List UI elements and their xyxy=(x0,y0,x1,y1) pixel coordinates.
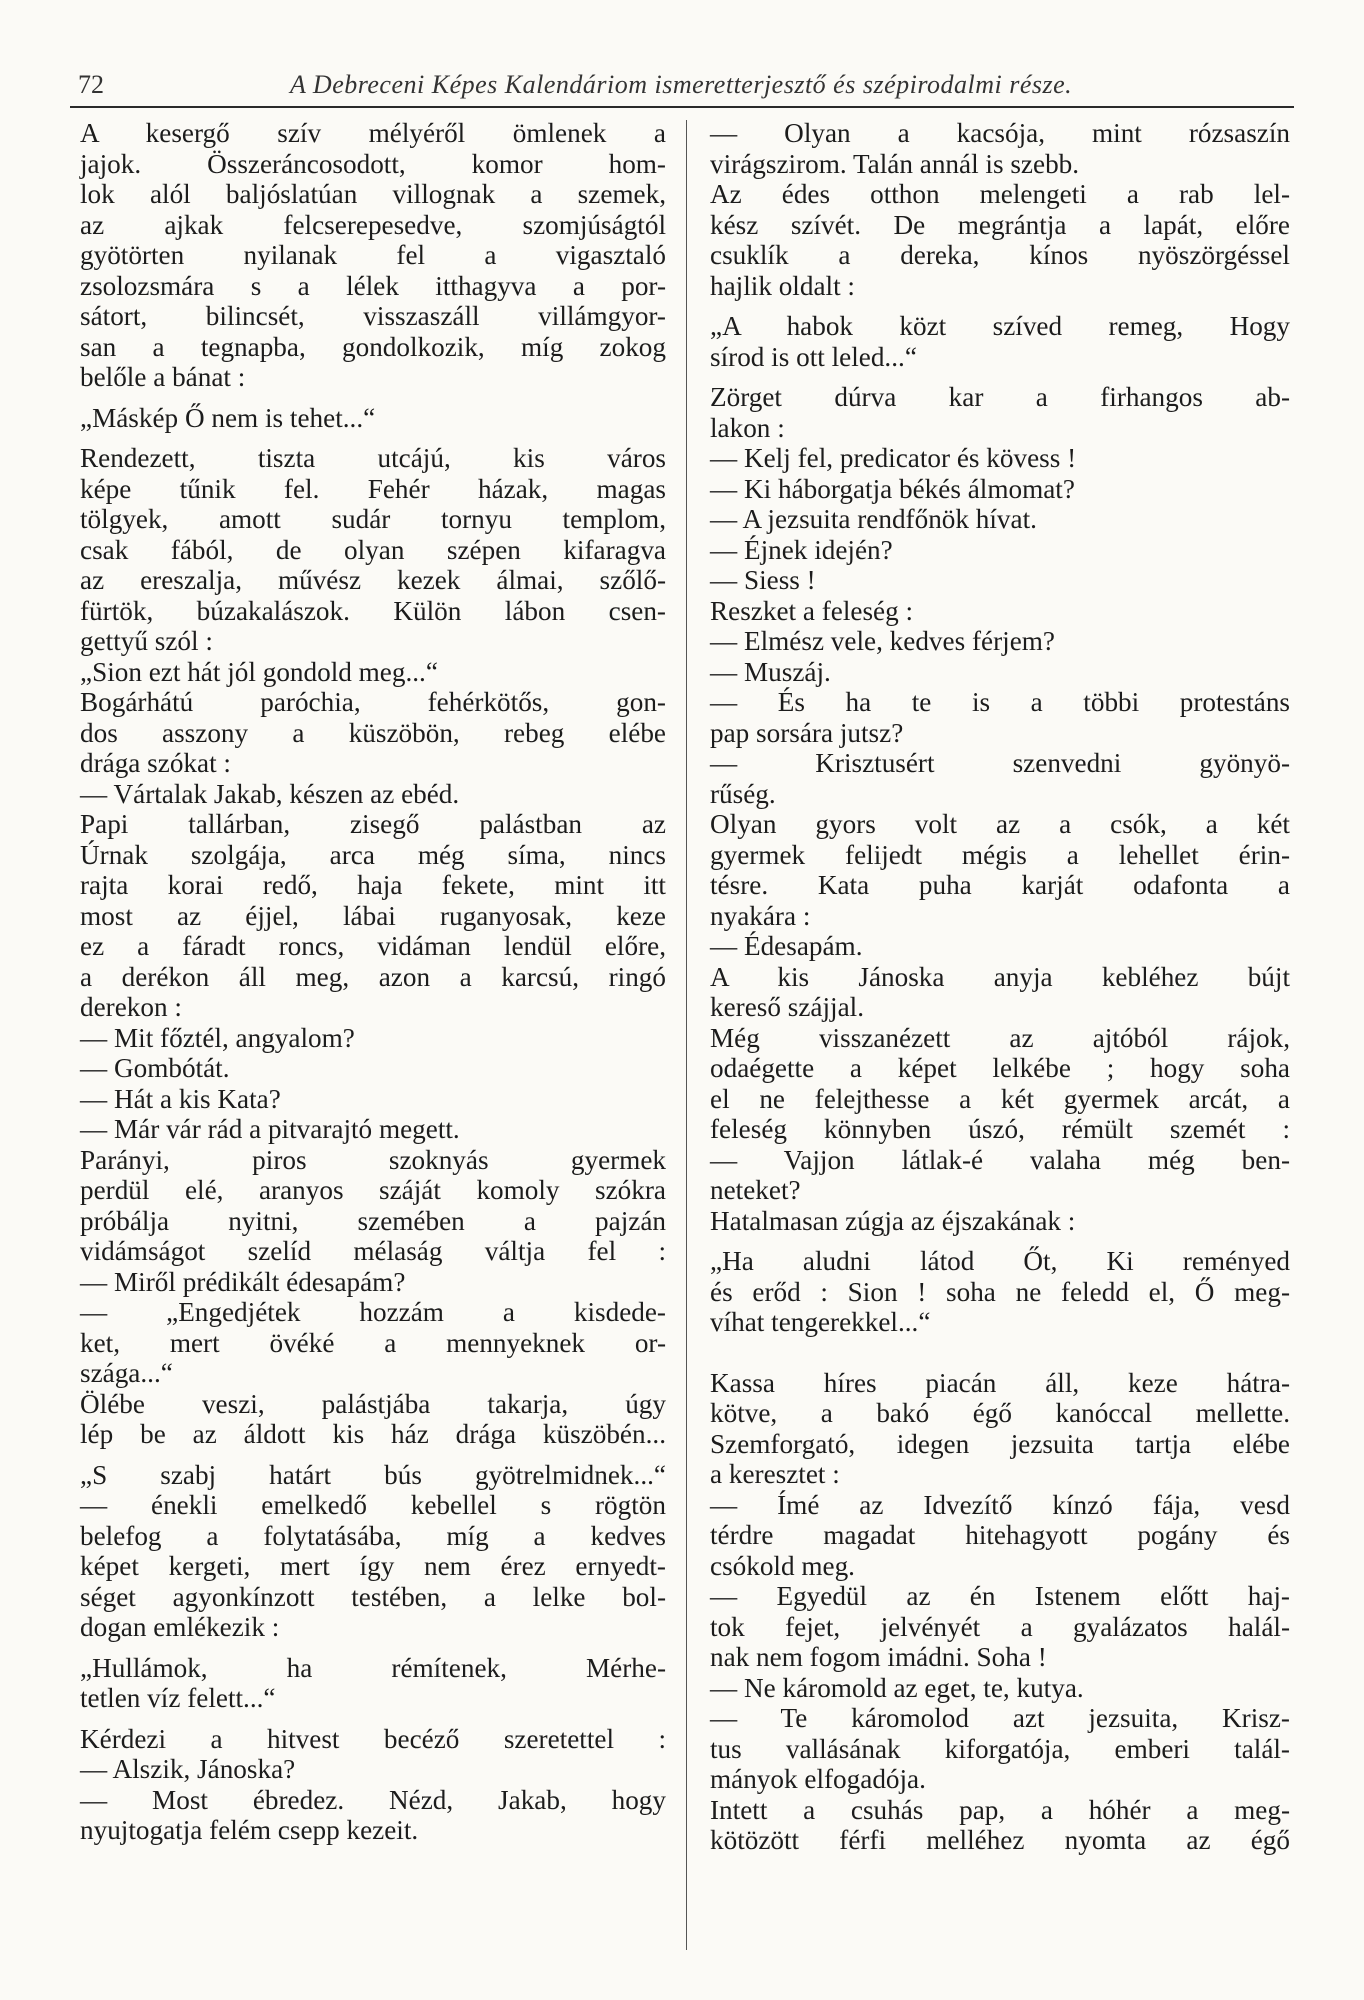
text-line: perdül elé, aranyos száját komoly szókra xyxy=(80,1175,666,1205)
text-line: — Éjnek idején? xyxy=(710,534,893,565)
text-line: most az éjjel, lábai ruganyosak, keze xyxy=(80,900,666,931)
text-line: gyötörten nyilanak fel a vigasztaló xyxy=(80,240,666,270)
text-line: — Ki háborgatja békés álmomat? xyxy=(710,473,1075,504)
text-line: — Muszáj. xyxy=(710,656,831,687)
text-line: nak nem fogom imádni. Soha ! xyxy=(710,1642,1047,1672)
text-line: — Siess ! xyxy=(710,565,816,595)
text-line: — És ha te is a többi protestáns xyxy=(710,687,1290,717)
right-column xyxy=(710,118,1290,1856)
text-line: nyakára : xyxy=(710,900,811,931)
text-line: „Sion ezt hát jól gondold meg...“ xyxy=(80,656,438,687)
text-line: derekon : xyxy=(80,992,182,1022)
left-column xyxy=(80,118,666,1846)
text-line: Papi tallárban, zisegő palástban az xyxy=(80,809,666,839)
text-line: kötve, a bakó égő kanóccal mellette. xyxy=(710,1398,1290,1428)
text-line: odaégette a képet lelkébe ; hogy soha xyxy=(710,1053,1290,1083)
text-line: — Már vár rád a pitvarajtó megett. xyxy=(80,1114,460,1144)
text-line: — Mit főztél, angyalom? xyxy=(80,1022,355,1053)
text-line: képet kergeti, mert így nem érez ernyedt- xyxy=(80,1551,666,1581)
text-line: zsolozsmára s a lélek itthagyva a por- xyxy=(80,270,666,301)
text-line xyxy=(710,1338,1290,1358)
text-line: „Ha aludni látod Őt, Ki reményed xyxy=(710,1246,1290,1276)
text-line: Hatalmasan zúgja az éjszakának : xyxy=(710,1205,1076,1236)
text-line: — Vártalak Jakab, készen az ebéd. xyxy=(80,778,460,809)
text-line: képe tűnik fel. Fehér házak, magas xyxy=(80,473,666,504)
text-line: san a tegnapba, gondolkozik, míg zokog xyxy=(80,331,666,362)
text-line: Rendezett, tiszta utcájú, kis város xyxy=(80,443,666,473)
text-line: — Egyedül az én Istenem előtt haj- xyxy=(710,1581,1290,1611)
text-line: el ne felejthesse a két gyermek arcát, a xyxy=(710,1083,1290,1114)
text-line: belefog a folytatásába, míg a kedves xyxy=(80,1520,666,1551)
text-line: drága szókat : xyxy=(80,748,231,778)
text-line: Intett a csuhás pap, a hóhér a meg- xyxy=(710,1794,1290,1825)
text-line: tus vallásának kiforgatója, emberi talál- xyxy=(710,1733,1290,1764)
text-line: a keresztet : xyxy=(710,1459,840,1489)
text-line: az ereszalja, művész kezek álmai, szőlő- xyxy=(80,565,666,595)
running-header xyxy=(70,62,1294,108)
text-line: „Máskép Ő nem is tehet...“ xyxy=(80,402,376,433)
text-line: vidámságot szelíd mélaság váltja fel : xyxy=(80,1236,666,1266)
text-line: fürtök, búzakalászok. Külön lábon csen- xyxy=(80,595,666,626)
text-line: tetlen víz felett...“ xyxy=(80,1683,276,1713)
text-line: a derékon áll meg, azon a karcsú, ringó xyxy=(80,961,666,992)
text-line: belőle a bánat : xyxy=(80,362,246,392)
text-line: — Édesapám. xyxy=(710,931,863,961)
text-line: — Vajjon látlak-é valaha még ben- xyxy=(710,1144,1290,1175)
text-line: — Olyan a kacsója, mint rózsaszín xyxy=(710,118,1290,148)
text-line: „S szabj határt bús gyötrelmidnek...“ xyxy=(80,1459,666,1490)
text-line: virágszirom. Talán annál is szebb. xyxy=(710,148,1080,179)
text-line: víhat tengerekkel...“ xyxy=(710,1307,931,1337)
text-line: Ölébe veszi, palástjába takarja, úgy xyxy=(80,1388,666,1419)
text-line: — A jezsuita rendfőnök hívat. xyxy=(710,504,1037,534)
text-line: csuklík a dereka, kínos nyöszörgéssel xyxy=(710,240,1290,270)
text-line: csak fából, de olyan szépen kifaragva xyxy=(80,534,666,565)
text-line: — Te káromolod azt jezsuita, Krisz- xyxy=(710,1703,1290,1733)
text-line: A kesergő szív mélyéről ömlenek a xyxy=(80,118,666,148)
text-line: „Hullámok, ha rémítenek, Mérhe- xyxy=(80,1652,666,1683)
text-line: mányok elfogadója. xyxy=(710,1764,926,1794)
text-line: kész szívét. De megrántja a lapát, előre xyxy=(710,209,1290,240)
text-line: séget agyonkínzott testében, a lelke bol- xyxy=(80,1581,666,1612)
text-line: jajok. Összeráncosodott, komor hom- xyxy=(80,148,666,179)
text-line: — „Engedjétek hozzám a kisdede- xyxy=(80,1297,666,1327)
text-line: rajta korai redő, haja fekete, mint itt xyxy=(80,870,666,900)
text-line: — Elmész vele, kedves férjem? xyxy=(710,626,1055,656)
text-line: Kérdezi a hitvest becéző szeretettel : xyxy=(80,1723,666,1754)
text-line: rűség. xyxy=(710,778,776,809)
text-line: pap sorsára jutsz? xyxy=(710,717,904,748)
text-line: „A habok közt szíved remeg, Hogy xyxy=(710,311,1290,341)
text-line: dogan emlékezik : xyxy=(80,1612,280,1642)
text-line: tésre. Kata puha karját odafonta a xyxy=(710,870,1290,900)
text-line: kötözött férfi melléhez nyomta az égő xyxy=(710,1825,1290,1855)
column-divider xyxy=(686,120,687,1950)
text-line: — Ímé az Idvezítő kínzó fája, vesd xyxy=(710,1489,1290,1520)
text-line: lép be az áldott kis ház drága küszöbén... xyxy=(80,1419,666,1449)
text-line: Még visszanézett az ajtóból rájok, xyxy=(710,1022,1290,1053)
text-line: A kis Jánoska anyja kebléhez bújt xyxy=(710,961,1290,992)
page-number: 72 xyxy=(78,70,104,99)
text-line: tölgyek, amott sudár tornyu templom, xyxy=(80,504,666,534)
text-line: próbálja nyitni, szemében a pajzán xyxy=(80,1205,666,1236)
text-line: neteket? xyxy=(710,1175,801,1205)
text-line: Zörget dúrva kar a firhangos ab- xyxy=(710,382,1290,412)
text-line: Bogárhátú paróchia, fehérkötős, gon- xyxy=(80,687,666,717)
text-line: csókold meg. xyxy=(710,1550,855,1581)
text-line: szága...“ xyxy=(80,1358,173,1388)
text-line: ket, mert övéké a mennyeknek or- xyxy=(80,1327,666,1358)
text-line: tok fejet, jelvényét a gyalázatos halál- xyxy=(710,1611,1290,1642)
text-line: gettyű szól : xyxy=(80,626,213,656)
text-line: — Hát a kis Kata? xyxy=(80,1083,281,1114)
text-line: — Most ébredez. Nézd, Jakab, hogy xyxy=(80,1784,666,1815)
text-line: feleség könnyben úszó, rémült szemét : xyxy=(710,1114,1290,1144)
text-line: dos asszony a küszöbön, rebeg elébe xyxy=(80,717,666,748)
text-line: nyujtogatja felém csepp kezeit. xyxy=(80,1815,419,1845)
text-line: ez a fáradt roncs, vidáman lendül előre, xyxy=(80,931,666,961)
running-title: A Debreceni Képes Kalendáriom ismeretterjesztő és szépirodalmi része. xyxy=(290,70,1073,99)
text-line: sírod is ott leled...“ xyxy=(710,341,917,372)
text-line: az ajkak felcserepesedve, szomjúságtól xyxy=(80,209,666,240)
text-line: — Gombótát. xyxy=(80,1053,230,1083)
text-line: — Alszik, Jánoska? xyxy=(80,1754,296,1784)
text-line: — Ne káromold az eget, te, kutya. xyxy=(710,1672,1084,1703)
text-line: — Krisztusért szenvedni gyönyö- xyxy=(710,748,1290,778)
text-line: és erőd : Sion ! soha ne feledd el, Ő meg- xyxy=(710,1276,1290,1307)
text-line: — énekli emelkedő kebellel s rögtön xyxy=(80,1490,666,1520)
text-line: lok alól baljóslatúan villognak a szemek, xyxy=(80,179,666,209)
text-line: Reszket a feleség : xyxy=(710,595,914,626)
text-line: sátort, bilincsét, visszaszáll villámgyor- xyxy=(80,301,666,331)
text-line: hajlik oldalt : xyxy=(710,270,855,301)
text-line: kereső szájjal. xyxy=(710,992,864,1022)
text-line: Parányi, piros szoknyás gyermek xyxy=(80,1144,666,1175)
text-line: Az édes otthon melengeti a rab lel- xyxy=(710,179,1290,209)
text-line: Olyan gyors volt az a csók, a két xyxy=(710,809,1290,839)
text-line: gyermek felijedt mégis a lehellet érin- xyxy=(710,839,1290,870)
text-line: — Kelj fel, predicator és kövess ! xyxy=(710,443,1077,473)
text-line: Kassa híres piacán áll, keze hátra- xyxy=(710,1367,1290,1398)
text-line: Szemforgató, idegen jezsuita tartja elébe xyxy=(710,1428,1290,1459)
text-line: lakon : xyxy=(710,412,785,443)
text-line: térdre magadat hitehagyott pogány és xyxy=(710,1520,1290,1550)
text-line: — Miről prédikált édesapám? xyxy=(80,1266,406,1297)
text-line: Úrnak szolgája, arca még síma, nincs xyxy=(80,839,666,870)
